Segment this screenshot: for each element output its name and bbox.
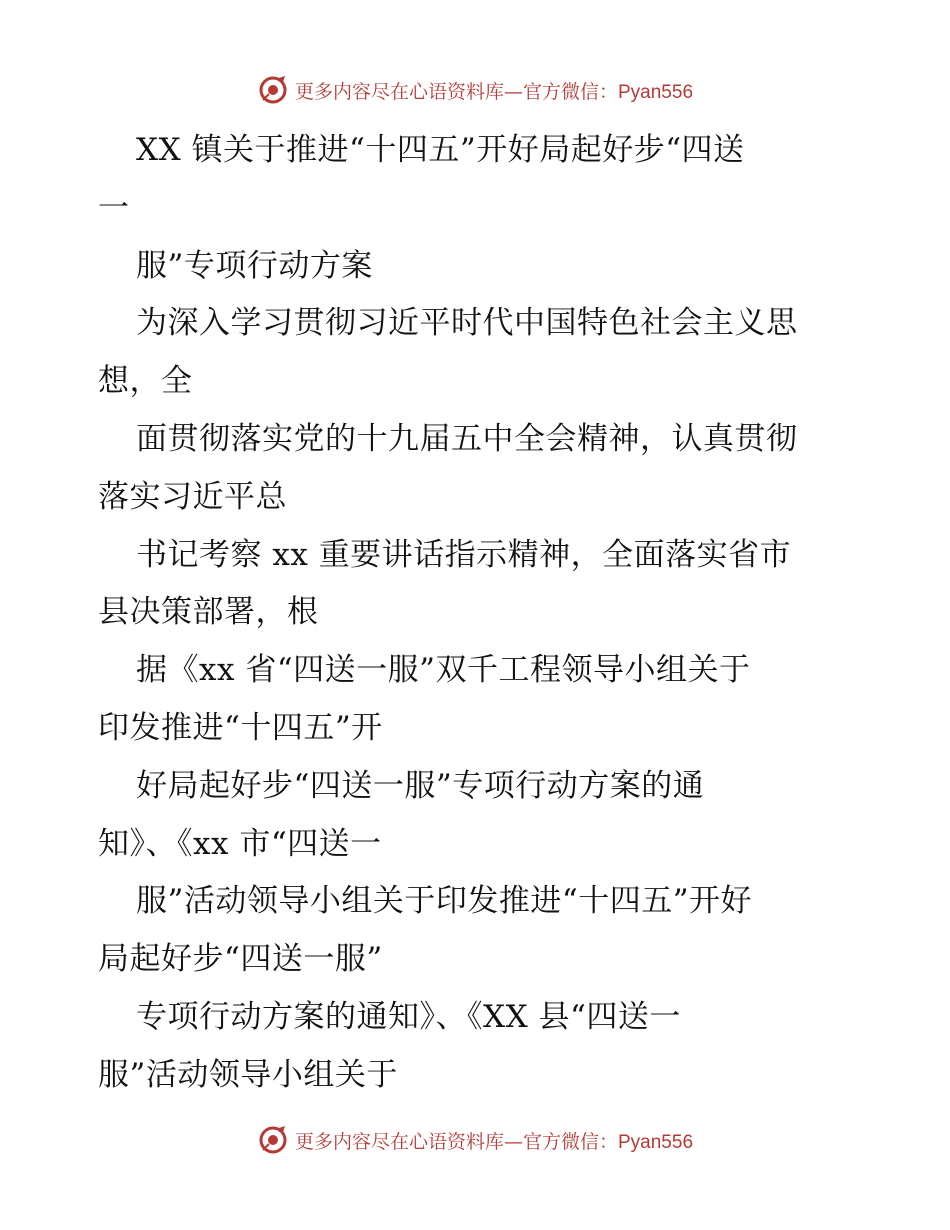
banner-brand: Pyan556 bbox=[618, 81, 694, 103]
banner-text: 更多内容尽在心语资料库—官方微信：Pyan556 bbox=[294, 80, 694, 103]
banner-brand: Pyan556 bbox=[618, 1131, 694, 1153]
document-line: 知》、《xx 市“四送一 bbox=[98, 825, 382, 862]
document-line: 服”活动领导小组关于 bbox=[98, 1056, 398, 1093]
document-body bbox=[98, 122, 858, 1105]
quill-seal-icon bbox=[257, 1124, 289, 1156]
quill-seal-icon bbox=[257, 74, 289, 106]
document-line: XX 镇关于推进“十四五”开好局起好步“四送 bbox=[136, 132, 745, 168]
document-line: 想，全 bbox=[98, 363, 193, 400]
banner-text: 更多内容尽在心语资料库—官方微信：Pyan556 bbox=[294, 1130, 694, 1153]
document-line: 好局起好步“四送一服”专项行动方案的通 bbox=[136, 767, 705, 804]
document-line: 局起好步“四送一服” bbox=[98, 941, 383, 978]
document-line: 服”专项行动方案 bbox=[136, 247, 373, 284]
document-line: 面贯彻落实党的十九届五中全会精神，认真贯彻 bbox=[136, 420, 798, 457]
document-line: 印发推进“十四五”开 bbox=[98, 709, 383, 746]
document-line: 县决策部署，根 bbox=[98, 594, 319, 631]
document-line: 为深入学习贯彻习近平时代中国特色社会主义思 bbox=[136, 305, 798, 342]
document-line: 专项行动方案的通知》、《XX 县“四送一 bbox=[136, 998, 681, 1035]
document-line: 据《xx 省“四送一服”双千工程领导小组关于 bbox=[136, 652, 751, 689]
header-watermark-banner bbox=[0, 70, 950, 110]
document-line: 书记考察 xx 重要讲话指示精神，全面落实省市 bbox=[136, 536, 792, 573]
footer-watermark-banner bbox=[0, 1120, 950, 1160]
document-line: 服”活动领导小组关于印发推进“十四五”开好 bbox=[136, 883, 753, 920]
document-line: 一 bbox=[98, 189, 130, 226]
document-line: 落实习近平总 bbox=[98, 478, 287, 515]
